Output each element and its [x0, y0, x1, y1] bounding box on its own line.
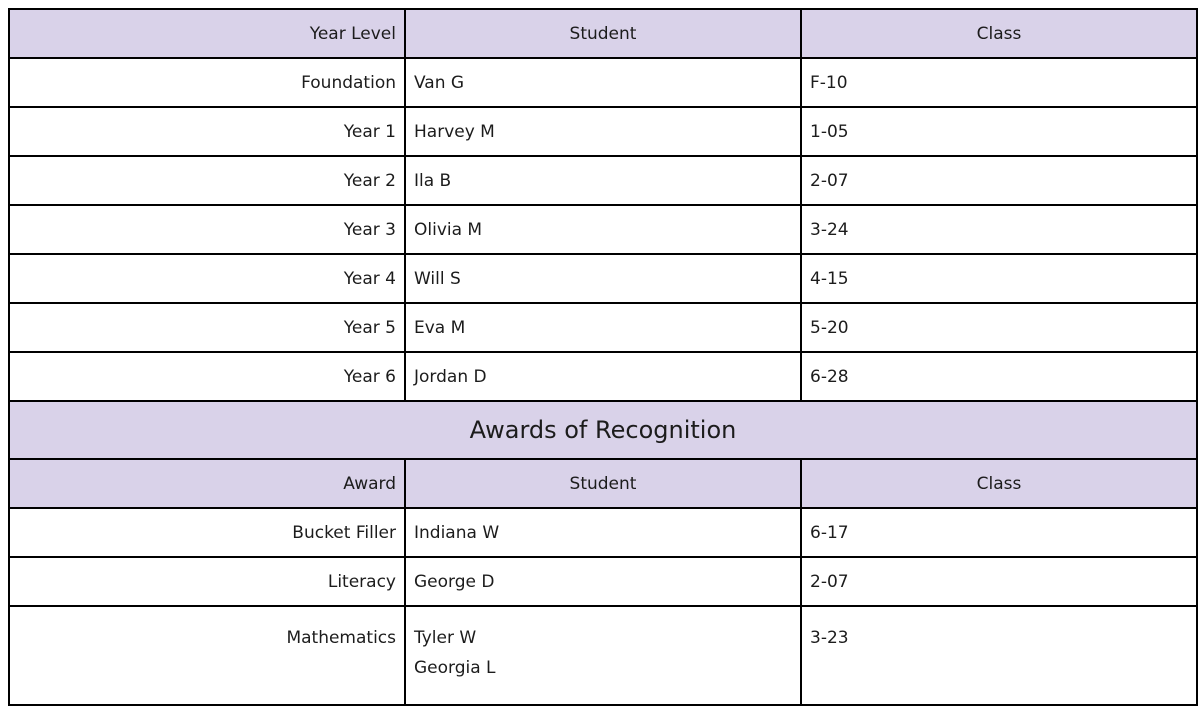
column-header-year-level: Year Level — [9, 9, 405, 58]
awards-table — [8, 8, 1198, 706]
year-level-cell: Year 1 — [9, 107, 405, 156]
year-level-cell: Year 4 — [9, 254, 405, 303]
column-header-student: Student — [405, 9, 801, 58]
student-name: Georgia L — [414, 658, 496, 678]
year-level-cell: Year 5 — [9, 303, 405, 352]
student-cell: Van G — [405, 58, 801, 107]
table-row — [9, 303, 1197, 352]
year-level-cell: Year 6 — [9, 352, 405, 401]
student-cell: Harvey M — [405, 107, 801, 156]
class-cell: 3-24 — [801, 205, 1197, 254]
section-title: Awards of Recognition — [9, 401, 1197, 459]
student-cell: Ila B — [405, 156, 801, 205]
class-cell: 5-20 — [801, 303, 1197, 352]
class-cell: F-10 — [801, 58, 1197, 107]
class-cell: 1-05 — [801, 107, 1197, 156]
table-row — [9, 606, 1197, 705]
column-header-award: Award — [9, 459, 405, 508]
student-cell: Will S — [405, 254, 801, 303]
student-name: Tyler W — [414, 628, 477, 648]
class-cell: 3-23 — [801, 606, 1197, 705]
student-cell: Jordan D — [405, 352, 801, 401]
table-row — [9, 352, 1197, 401]
class-cell: 6-17 — [801, 508, 1197, 557]
award-cell: Literacy — [9, 557, 405, 606]
section-title-row — [9, 401, 1197, 459]
table-row — [9, 156, 1197, 205]
year-level-cell: Foundation — [9, 58, 405, 107]
student-cell: Eva M — [405, 303, 801, 352]
table-row — [9, 254, 1197, 303]
table-row — [9, 58, 1197, 107]
table-row — [9, 557, 1197, 606]
award-cell: Mathematics — [9, 606, 405, 705]
column-header-student: Student — [405, 459, 801, 508]
class-cell: 2-07 — [801, 156, 1197, 205]
student-cell: Indiana W — [405, 508, 801, 557]
class-cell: 2-07 — [801, 557, 1197, 606]
student-cell: Olivia M — [405, 205, 801, 254]
student-cell: George D — [405, 557, 801, 606]
recognition-header-row — [9, 459, 1197, 508]
column-header-class: Class — [801, 9, 1197, 58]
student-cell — [405, 606, 801, 705]
class-cell: 6-28 — [801, 352, 1197, 401]
year-level-cell: Year 2 — [9, 156, 405, 205]
table-row — [9, 508, 1197, 557]
class-cell: 4-15 — [801, 254, 1197, 303]
year-level-cell: Year 3 — [9, 205, 405, 254]
table-row — [9, 107, 1197, 156]
award-cell: Bucket Filler — [9, 508, 405, 557]
table-row — [9, 205, 1197, 254]
year-table-header-row — [9, 9, 1197, 58]
column-header-class: Class — [801, 459, 1197, 508]
